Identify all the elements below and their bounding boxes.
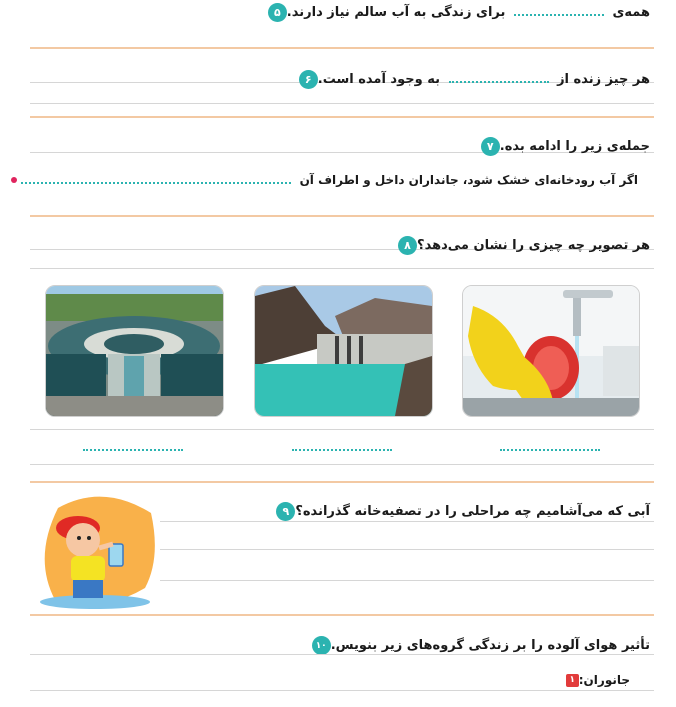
question-9: [271, 502, 650, 521]
question-number-6: ۶: [299, 70, 318, 89]
ruled-line: [160, 521, 654, 522]
ruled-line: [30, 464, 654, 465]
question-7-prompt: [5, 173, 638, 187]
question-number-9: ۹: [276, 502, 295, 521]
separator: [30, 481, 654, 483]
question-5: [263, 3, 650, 22]
item-number-badge: ۱: [566, 674, 579, 687]
ruled-line: [30, 429, 654, 430]
photo-washing-dishes: [462, 285, 640, 417]
separator: [30, 116, 654, 118]
question-10-title: تأثیر هوای آلوده را بر زندگی گروه‌های زیر بنویس.: [330, 638, 650, 653]
ruled-line: [160, 549, 654, 550]
question-number-10: ۱۰: [312, 636, 331, 655]
ruled-line: [30, 690, 654, 691]
question-10: [307, 636, 650, 655]
q7-blank[interactable]: [21, 182, 291, 184]
separator: [30, 215, 654, 217]
question-number-7: ۷: [481, 137, 500, 156]
separator: [30, 47, 654, 49]
photo-water-treatment-plant: [45, 285, 224, 417]
question-6-text: [318, 72, 650, 87]
question-8-title: هر تصویر چه چیزی را نشان می‌دهد؟: [417, 238, 650, 253]
q5-blank[interactable]: [514, 14, 604, 16]
question-7-title: جمله‌ی زیر را ادامه بده.: [499, 139, 650, 154]
separator: [30, 614, 654, 616]
question-6: [294, 70, 650, 89]
ruled-line: [30, 103, 654, 104]
question-7: [476, 137, 650, 156]
ruled-line: [30, 654, 654, 655]
q7-prompt-text: اگر آب رودخانه‌ای خشک شود، جانداران داخل و اطراف آن: [299, 173, 638, 187]
boy-drinking-water-illustration: [33, 488, 158, 610]
ruled-line: [30, 268, 654, 269]
item-label-animals: جانوران:: [578, 673, 630, 687]
question-number-5: ۵: [268, 3, 287, 22]
question-5-text: [287, 5, 650, 20]
photo-dam-lake: [254, 285, 433, 417]
q6-blank[interactable]: [449, 81, 549, 83]
question-8: [393, 236, 650, 255]
q6-after: به وجود آمده است.: [317, 72, 440, 87]
question-number-8: ۸: [398, 236, 417, 255]
q5-before: همه‌ی: [612, 5, 650, 20]
answer-blank-3[interactable]: [500, 449, 600, 451]
question-10-item-1: [562, 673, 630, 687]
answer-blank-2[interactable]: [292, 449, 392, 451]
answer-blank-1[interactable]: [83, 449, 183, 451]
ruled-line: [160, 580, 654, 581]
q5-after: برای زندگی به آب سالم نیاز دارند.: [286, 5, 506, 20]
q6-before: هر چیز زنده از: [557, 72, 650, 87]
question-9-title: آبی که می‌آشامیم چه مراحلی را در تصفیه‌خانه گذرانده؟: [295, 504, 650, 519]
